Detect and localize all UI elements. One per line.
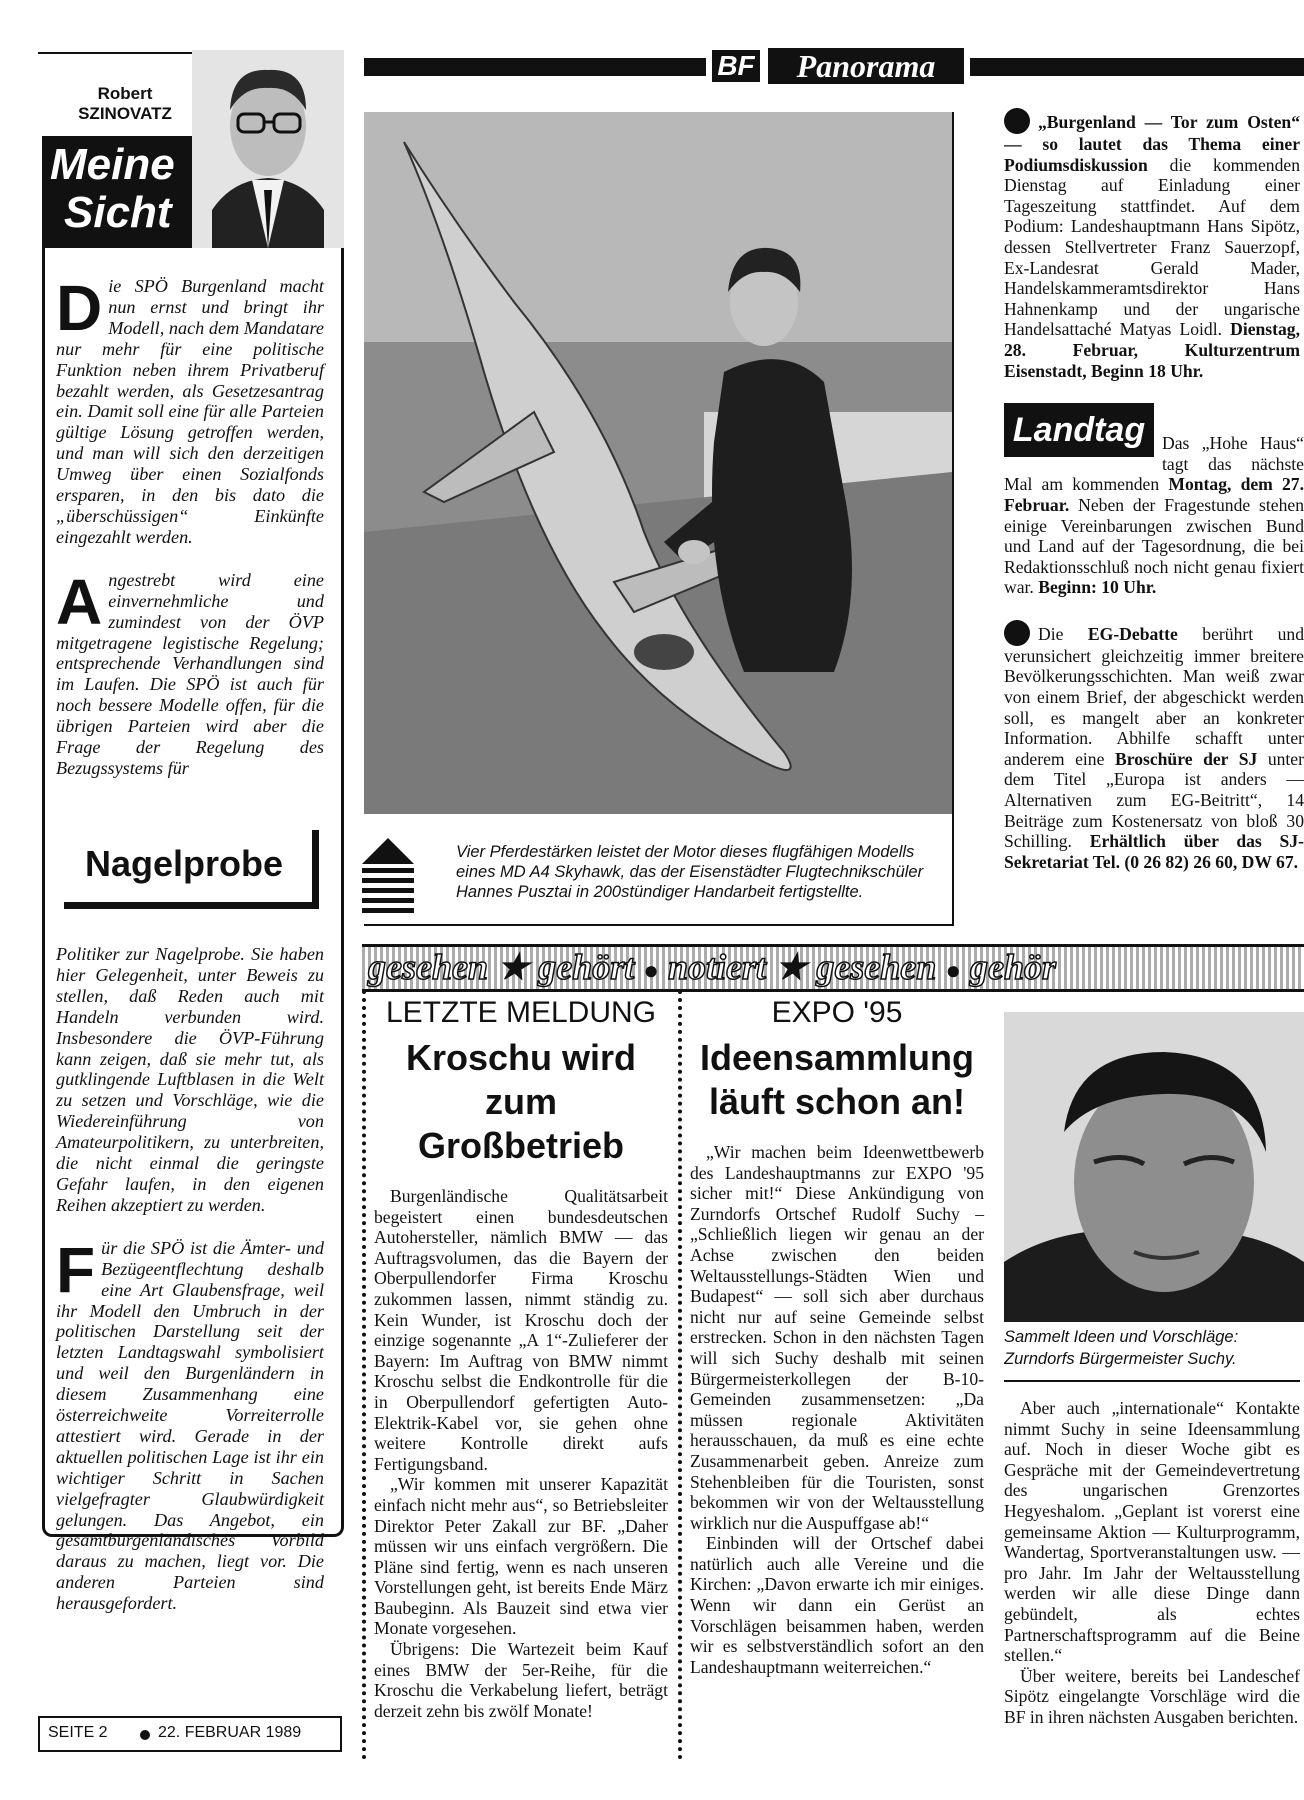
author-last: SZINOVATZ — [78, 104, 172, 123]
podium-title: „Burgenland — Tor zum Osten“ — so lautet das Thema einer — [1004, 112, 1300, 154]
suchy-photo-caption: Sammelt Ideen und Vorschläge: Zurndorfs Bürgermeister Suchy. — [1004, 1326, 1300, 1382]
bullet-icon — [1004, 620, 1030, 646]
podium-text: die kommenden Dienstag auf Einladung einer Tageszeitung stattfindet. Auf dem Podium: Landeshauptmann Hans Sipötz, dessen Stellvertreter Franz Sauerzopf, Ex-Landesrat Gerald Mader, Handelskammeramtsdirektor Hans Hahnenkamp und der ungarische Handelsattaché Matyas Loidl. — [1004, 154, 1300, 340]
subhead-box — [64, 830, 322, 912]
story1-kicker: LETZTE MELDUNG — [385, 996, 657, 1029]
story-expo — [690, 996, 984, 1677]
podium-notice — [1004, 108, 1300, 381]
column-paragraph-4-text: ür die SPÖ ist die Ämter- und Bezügeentflechtung deshalb eine Art Glaubensfrage, weil ihr Modell den Umbruch in der politischen Darstellung seit der letzten Landtagswahl symbolisiert und weil den Burgenländern in diesem Zusammenhang eine österreichweite Vorreiterrolle attestiert wird. Gerade in der aktuellen politischen Lage ist ihr ein wichtiger Schritt in Sachen vielgefragter Glaubwürdigkeit gelungen. Das Angebot, ein gesamtburgenländisches Vorbild daraus zu machen, liegt vor. Die anderen Parteien sind herausgefordert. — [56, 1237, 324, 1614]
landtag-date: Montag, dem 27. Februar. — [1004, 474, 1304, 515]
landtag-begin: Beginn: 10 Uhr. — [1038, 577, 1157, 598]
masthead-bar-left — [364, 58, 706, 76]
strip-word-5: gehör — [970, 947, 1057, 987]
eg-text-a: Die — [1038, 623, 1088, 644]
page-footer — [38, 1716, 342, 1752]
star-icon: ★ — [497, 947, 530, 987]
dot-icon: ● — [945, 956, 962, 985]
star-icon: ★ — [775, 947, 808, 987]
masthead-bar-right — [970, 58, 1304, 76]
caption-arrow-icon — [360, 834, 416, 920]
column-body — [56, 272, 324, 779]
story2-headline-2: läuft schon an! — [708, 1081, 965, 1122]
landtag-text-c: Neben der Fragestunde stehen einige Vereinbarungen zwischen Bund und Land auf der Tagesordnung, die bei Redaktionsschluß noch nicht genau fixiert war. — [1004, 494, 1304, 598]
story2-paragraph-3: Aber auch „internationale“ Kontakte nimmt Suchy in seine Ideensammlung auf. Noch in dieser Woche gibt es Gespräche mit der Gemeindevertretung des ungarischen Grenzortes Hegyeshalom. „Geplant ist vorerst eine gemeinsame Aktion — Kulturprogramm, Wandertag, Sportveranstaltungen usw. — pro Jahr. Im Jahr der Weltausstellung werden wir alle diese Dinge dann gebündelt, als echtes Partnerschaftsprogramm auf die Beine stellen.“ — [1004, 1398, 1300, 1666]
eg-notice — [1004, 620, 1304, 873]
strip-word-4: gesehen — [816, 947, 937, 987]
dot-icon: ● — [643, 956, 660, 985]
podium-keyword: Podiumsdiskussion — [1004, 154, 1148, 175]
strip-word-3: notiert — [668, 947, 767, 987]
landtag-block — [1004, 403, 1304, 598]
author-portrait — [192, 50, 344, 248]
landtag-text-a: Das „Hohe Haus“ tagt das nächste Mal am kommenden — [1004, 433, 1304, 495]
masthead-section: Panorama — [768, 48, 964, 84]
story1-paragraph-1: Burgenländische Qualitätsarbeit begeistert einen bundesdeutschen Autohersteller, nämlich BMW — das Auftragsvolumen, das die Bayern der Oberpullendorfer Firma Kroschu zukommen lassen, nimmt ständig zu. Kein Wunder, ist Kroschu doch der einzige sogenannte „A 1“-Zulieferer der Bayern: Im Auftrag von BMW nimmt Kroschu selbst die Endkontrolle für die in Oberpullendorf gefertigten Auto-Elektrik-Kabel vor, sie gehen ohne weitere Kontrolle direkt aufs Fertigungsband. — [374, 1186, 668, 1474]
story-kroschu — [374, 996, 668, 1721]
page-date: 22. FEBRUAR 1989 — [158, 1724, 302, 1741]
dropcap-1: D — [56, 272, 103, 344]
story2-paragraph-1: „Wir machen beim Ideenwettbewerb des Landeshauptmanns zur EXPO '95 sicher mit!“ Diese Ankündigung von Zurndorfs Ortschef Rudolf Suchy – „Schließlich liegen wir genau an der Achse zwischen den beiden Weltausstellungs-Städten Wien und Budapest“ — soll sich aber durchaus nicht nur auf seine Gemeinde selbst erstrecken. Schon in den nächsten Tagen will sich Suchy deshalb mit seinen Bürgermeisterkollegen der B-10-Gemeinden zusammensetzen: „Da müssen regionale Aktivitäten herausschauen, da muß es eine echte Zusammenarbeit geben. Anreize zum Stehenbleiben für die Touristen, sonst bekommen wir von der Weltausstellung wirklich nur die Auspuffgase ab!“ — [690, 1142, 984, 1533]
right-column — [1004, 108, 1304, 872]
dropcap-3: F — [56, 1233, 96, 1306]
story1-paragraph-3: Übrigens: Die Wartezeit beim Kauf eines BMW der 5er-Reihe, für die Kroschu die Verkabelung liefert, beträgt derzeit zehn bis zwölf Monate! — [374, 1639, 668, 1721]
column-paragraph-2 — [56, 565, 324, 779]
story2-paragraph-4: Über weitere, bereits bei Landeschef Sipötz eingelangte Vorschläge wird die BF in ihren nächsten Ausgaben berichten. — [1004, 1665, 1300, 1727]
eg-brochure: Broschüre der SJ — [1114, 748, 1258, 769]
suchy-photo-graphic — [1004, 1012, 1304, 1322]
column-body-2 — [56, 944, 324, 1614]
separator-dotted-1 — [362, 990, 366, 1760]
story2-headline-1: Ideensammlung — [699, 1037, 975, 1078]
column-paragraph-4 — [56, 1233, 324, 1614]
strip-word-2: gehört — [538, 947, 635, 987]
author-portrait-graphic — [192, 50, 344, 248]
column-paragraph-3: Politiker zur Nagelprobe. Sie haben hier Gelegenheit, unter Beweis zu stellen, daß Reden auch mit Handeln verbunden wird. Insbesondere die ÖVP-Führung kann zeigen, daß sie mehr tut, als gutklingende Luftblasen in die Welt zu setzen und Vorschläge, wie die Wiedereinführung von Amateurpolitikern, zu unterbreiten, die nicht einmal die geringste Gefahr laufen, in den eigenen Reihen akzeptiert zu werden. — [56, 944, 324, 1215]
eg-text-e: unter dem Titel „Europa ist anders — Alternativen zum EG-Beitritt“, 14 Beiträge zum Kostenersatz von bloß 30 Schilling. — [1004, 748, 1304, 852]
footer-bullet — [140, 1730, 150, 1740]
separator-dotted-2 — [678, 990, 682, 1760]
main-photo-caption: Vier Pferdestärken leistet der Motor dieses flugfähigen Modells eines MD A4 Skyhawk, das der Eisenstädter Flugtechnikschüler Hannes Pusztai in 200stündiger Handarbeit fertigstellte. — [456, 843, 924, 901]
main-photo-graphic — [364, 112, 952, 814]
masthead-logo: BF — [712, 50, 760, 82]
column-paragraph-1-text: ie SPÖ Burgenland macht nun ernst und bringt ihr Modell, nach dem Mandatare nur mehr für eine politische Funktion neben ihrem Privatberuf bezahlt werden, als Gesetzesantrag ein. Damit soll eine für alle Parteien gültige Lösung getroffen werden, und man will sich den derzeitigen Umweg über einen Sozialfonds ersparen, in den bis dato die „überschüssigen“ Einkünfte eingezahlt werden. — [56, 276, 324, 547]
column-title-line1: Meine — [50, 140, 175, 189]
strip-word-1: gesehen — [368, 947, 488, 987]
suchy-photo — [1004, 1012, 1304, 1322]
column-paragraph-2-text: ngestrebt wird eine einvernehmliche und zumindest von der ÖVP mitgetragene legistische Regelung; entsprechende Verhandlungen sind im Laufen. Die SPÖ ist auch für noch bessere Modelle offen, für die übrigen Parteien wird aber die Frage der Regelung des Bezugssystems für — [56, 569, 324, 778]
page-number: SEITE 2 — [48, 1724, 108, 1741]
ticker-strip — [362, 944, 1304, 992]
podium-date: Dienstag, 28. Februar, Kulturzentrum Eisenstadt, Beginn 18 Uhr. — [1004, 319, 1300, 381]
landtag-title: Landtag — [1004, 403, 1154, 457]
column-title-line2: Sicht — [64, 188, 172, 237]
author-first: Robert — [97, 84, 153, 103]
story1-headline-1: Kroschu wird zum — [405, 1037, 637, 1122]
dropcap-2: A — [56, 565, 103, 638]
eg-contact: Erhältlich über das SJ-Sekretariat Tel. (0 26 82) 26 60, DW 67. — [1004, 831, 1304, 872]
main-photo — [364, 112, 952, 814]
story2-paragraph-2: Einbinden will der Ortschef dabei natürlich auch alle Vereine und die Kirchen: „Davon erwarte ich mir einiges. Wenn wir dann ein Gerüst an Vorschlägen beisammen haben, werden wir es selbstverständlich sofort an den Landeshauptmann weiterreichen.“ — [690, 1533, 984, 1677]
right-bottom-column — [1004, 1326, 1304, 1728]
eg-text-c: berührt und verunsichert gleichzeitig immer breitere Bevölkerungsschichten. Man weiß zwar von einem Brief, der abgeschickt werden soll, es mangelt aber an konkreter Information. Abhilfe schafft unter anderem eine — [1004, 623, 1304, 769]
story1-paragraph-2: „Wir kommen mit unserer Kapazität einfach nicht mehr aus“, so Betriebsleiter Direktor Peter Zakall zur BF. „Daher müssen wir uns einfach vergrößern. Die Pläne sind fertig, wenn es nach unseren Vorstellungen geht, ist bereits Ende März Baubeginn. Als Bauzeit sind etwa vier Monate vorgesehen. — [374, 1474, 668, 1639]
story1-headline-2: Großbetrieb — [417, 1125, 624, 1166]
subhead-nagelprobe: Nagelprobe — [84, 843, 284, 884]
column-paragraph-1 — [56, 272, 324, 548]
bullet-icon — [1004, 108, 1030, 134]
story2-kicker: EXPO '95 — [771, 996, 903, 1029]
eg-keyword: EG-Debatte — [1087, 623, 1178, 644]
